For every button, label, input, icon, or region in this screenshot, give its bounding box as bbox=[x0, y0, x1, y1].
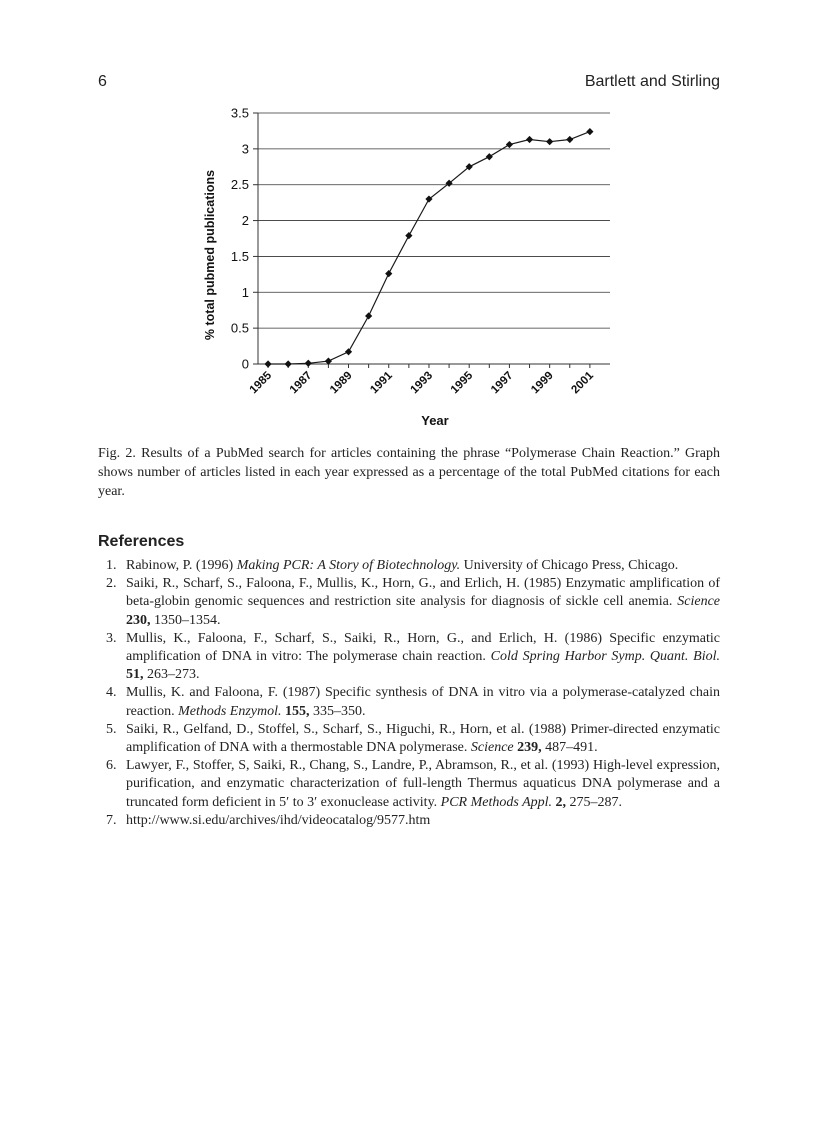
y-tick-label: 0 bbox=[241, 356, 249, 372]
grid-lines bbox=[258, 113, 610, 328]
y-tick-label: 1 bbox=[241, 284, 249, 300]
x-tick-label: 1991 bbox=[368, 369, 395, 397]
data-point bbox=[345, 348, 352, 355]
x-tick-label: 1987 bbox=[287, 369, 315, 397]
reference-item bbox=[98, 757, 720, 812]
x-tick-label: 1989 bbox=[328, 369, 355, 397]
data-point bbox=[305, 360, 312, 367]
reference-title: Making PCR: A Story of Biotechnology. bbox=[236, 558, 461, 573]
data-point bbox=[385, 270, 392, 277]
reference-text-cont: University of Chicago Press, Chicago. bbox=[460, 558, 679, 573]
reference-journal: Cold Spring Harbor Symp. Quant. Biol. bbox=[490, 649, 720, 665]
reference-item bbox=[98, 575, 720, 630]
data-points bbox=[264, 128, 593, 368]
x-tick-label: 1993 bbox=[408, 369, 436, 397]
reference-url: http://www.si.edu/archives/ihd/videocatalog/9577.htm bbox=[126, 812, 431, 828]
reference-number: 5. bbox=[106, 721, 117, 737]
reference-journal: Science bbox=[677, 594, 720, 610]
reference-item bbox=[98, 684, 720, 720]
data-point bbox=[506, 141, 513, 148]
data-point bbox=[546, 138, 553, 145]
reference-pages: 1350–1354. bbox=[150, 612, 221, 628]
reference-volume: 230, bbox=[126, 612, 151, 628]
y-tick-label: 1.5 bbox=[230, 248, 249, 264]
reference-pages: 335–350. bbox=[309, 703, 366, 719]
data-point bbox=[264, 360, 271, 367]
caption-text: Results of a PubMed search for articles containing the phrase “Polymerase Chain Reaction.” Graph shows number of articles listed in each year expressed as a percentage of the total PubMed citations for each year. bbox=[98, 446, 721, 499]
reference-volume: 155, bbox=[285, 703, 310, 719]
reference-journal: Methods Enzymol. bbox=[178, 703, 282, 719]
reference-number: 4. bbox=[106, 685, 117, 701]
reference-volume: 51, bbox=[126, 667, 144, 683]
reference-number: 6. bbox=[106, 758, 117, 774]
y-axis-label: % total pubmed publications bbox=[203, 169, 217, 341]
x-axis-label: Year bbox=[421, 413, 449, 428]
series-line bbox=[268, 132, 590, 364]
data-point bbox=[566, 136, 573, 143]
reference-text: Lawyer, F., Stoffer, S, Saiki, R., Chang, S., Landre, P., Abramson, R., et al. (1993) High-level expression, purification, and enzymatic characterization of full-length Thermus aquaticus DNA polymerase and a truncated form deficient in 5′ to 3′ exonuclease activity. bbox=[126, 758, 720, 810]
reference-journal: PCR Methods Appl. bbox=[440, 794, 553, 810]
data-point bbox=[526, 136, 533, 143]
reference-text: Saiki, R., Scharf, S., Faloona, F., Mullis, K., Horn, G., and Erlich, H. (1985) Enzymatic amplification of beta-globin genomic sequences and restriction site analysis for diagnosis of sickle cell anemia. bbox=[126, 576, 720, 610]
x-tick-label: 1995 bbox=[448, 369, 476, 397]
reference-number: 2. bbox=[106, 576, 117, 592]
data-point bbox=[586, 128, 593, 135]
reference-text: Rabinow, P. (1996) bbox=[126, 558, 237, 573]
page-header bbox=[98, 73, 720, 95]
x-tick-label: 1985 bbox=[247, 369, 275, 397]
reference-text: Mullis, K., Faloona, F., Scharf, S., Saiki, R., Horn, G., and Erlich, H. (1986) Specific enzymatic amplification of DNA in vitro: The polymerase chain reaction. bbox=[126, 630, 720, 665]
reference-pages: 275–287. bbox=[566, 794, 623, 810]
y-tick-labels bbox=[231, 106, 249, 372]
figure-caption bbox=[98, 444, 720, 501]
y-tick-label: 3.5 bbox=[230, 105, 249, 121]
reference-volume: 2, bbox=[555, 794, 567, 810]
references-list bbox=[98, 557, 720, 830]
references-heading: References bbox=[98, 533, 185, 550]
reference-volume: 239, bbox=[517, 740, 542, 756]
y-tick-label: 3 bbox=[241, 141, 249, 157]
page-number: 6 bbox=[98, 73, 107, 90]
chart-axes bbox=[253, 113, 610, 368]
publications-line-chart bbox=[190, 100, 630, 435]
reference-number: 3. bbox=[106, 630, 117, 646]
reference-item bbox=[98, 812, 720, 830]
reference-number: 7. bbox=[106, 812, 117, 828]
y-tick-label: 2.5 bbox=[230, 177, 249, 193]
reference-text: Saiki, R., Gelfand, D., Stoffel, S., Scharf, S., Higuchi, R., Horn, et al. (1988) Primer-directed enzymatic amplification of DNA with a thermostable DNA polymerase. bbox=[126, 721, 720, 756]
x-tick-label: 1999 bbox=[529, 369, 556, 397]
x-tick-label: 2001 bbox=[569, 369, 597, 397]
x-tick-labels bbox=[248, 369, 597, 396]
x-tick-label: 1997 bbox=[488, 369, 516, 397]
data-point bbox=[285, 360, 292, 367]
caption-label: Fig. 2. bbox=[98, 446, 136, 461]
reference-pages: 487–491. bbox=[541, 740, 598, 756]
reference-journal: Science bbox=[470, 740, 514, 756]
running-head: Bartlett and Stirling bbox=[584, 73, 720, 90]
reference-text: Mullis, K. and Faloona, F. (1987) Specific synthesis of DNA in vitro via a polymerase-catalyzed chain reaction. bbox=[126, 685, 720, 719]
data-point bbox=[365, 312, 372, 319]
data-point bbox=[405, 232, 412, 239]
data-point bbox=[486, 153, 493, 160]
y-tick-label: 2 bbox=[241, 213, 249, 229]
reference-item bbox=[98, 557, 720, 575]
reference-number: 1. bbox=[106, 558, 117, 573]
reference-item bbox=[98, 630, 720, 685]
y-tick-label: 0.5 bbox=[230, 320, 249, 336]
reference-item bbox=[98, 721, 720, 757]
reference-pages: 263–273. bbox=[143, 667, 200, 683]
